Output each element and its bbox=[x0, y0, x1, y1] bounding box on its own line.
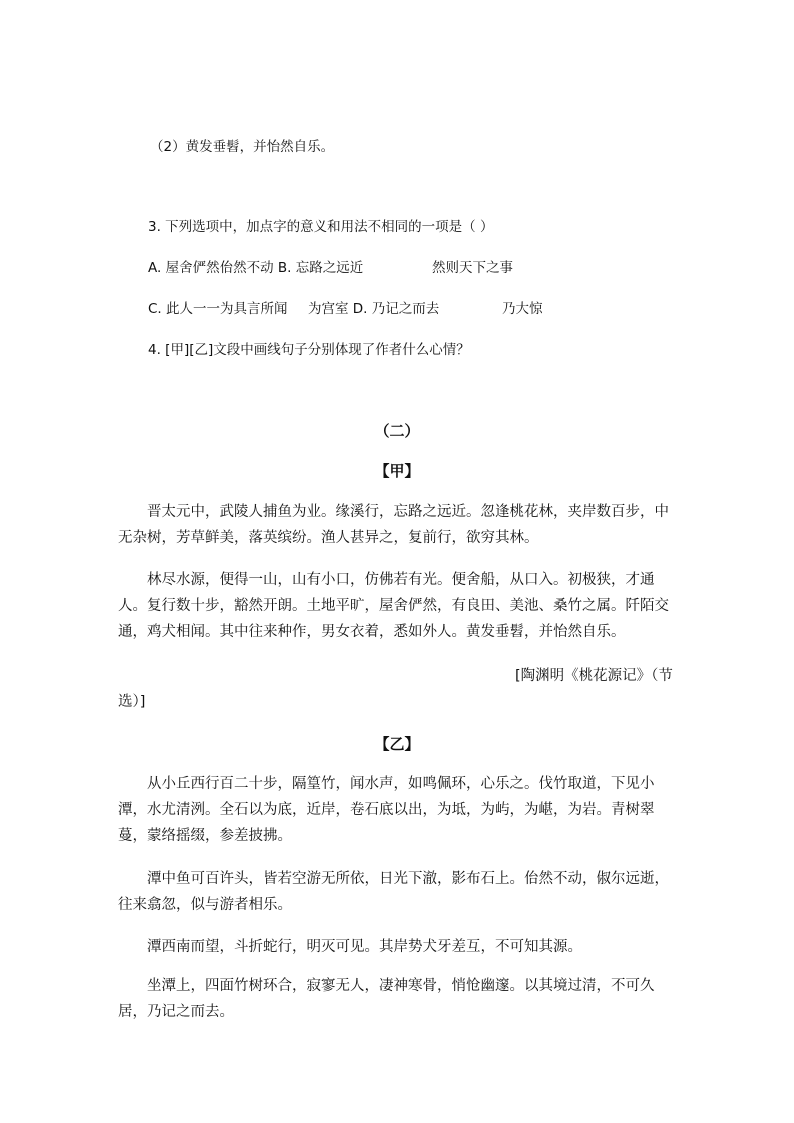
yi-paragraph-1: 从小丘西行百二十步，隔篁竹，闻水声，如鸣佩环，心乐之。伐竹取道，下见小潭，水尤清洌。全石以为底，近岸，卷石底以出，为坻，为屿，为嵁，为岩。青树翠蔓，蒙络摇缀，参差披拂。 bbox=[118, 776, 655, 844]
jia-source-line-1: [陶渊明《桃花源记》（节 bbox=[515, 668, 673, 684]
q3-option-d-pair: 乃大惊 bbox=[502, 301, 543, 317]
jia-paragraph-1: 晋太元中，武陵人捕鱼为业。缘溪行，忘路之远近。忽逢桃花林，夹岸数百步，中无杂树，芳草鲜美，落英缤纷。渔人甚异之，复前行，欲穷其林。 bbox=[118, 504, 669, 546]
yi-paragraph-4: 坐潭上，四面竹树环合，寂寥无人，凄神寒骨，悄怆幽邃。以其境过清，不可久居，乃记之而去。 bbox=[118, 978, 655, 1020]
q3-option-c: C. 此人一一为具言所闻 bbox=[148, 301, 288, 317]
section-title: （二） bbox=[374, 422, 420, 440]
q3-stem: 3. 下列选项中，加点字的意义和用法不相同的一项是（ ） bbox=[148, 219, 494, 235]
jia-title: 【甲】 bbox=[374, 462, 420, 480]
yi-paragraph-2: 潭中鱼可百许头，皆若空游无所依，日光下澈，影布石上。佁然不动，俶尔远逝，往来翕忽，似与游者相乐。 bbox=[118, 871, 669, 913]
yi-paragraph-3: 潭西南而望，斗折蛇行，明灭可见。其岸势犬牙差互，不可知其源。 bbox=[147, 939, 582, 955]
jia-paragraph-2: 林尽水源，便得一山，山有小口，仿佛若有光。便舍船，从口入。初极狭，才通人。复行数十步，豁然开朗。土地平旷，屋舍俨然，有良田、美池、桑竹之属。阡陌交通，鸡犬相闻。其中往来种作，男女衣着，悉如外人。黄发垂髫，并怡然自乐。 bbox=[118, 572, 669, 640]
q2-item: （2）黄发垂髫，并怡然自乐。 bbox=[150, 139, 335, 155]
jia-source-line-2: 选）] bbox=[118, 694, 146, 710]
q4-stem: 4. [甲][乙]文段中画线句子分别体现了作者什么心情？ bbox=[148, 342, 470, 358]
yi-title: 【乙】 bbox=[374, 735, 420, 753]
q3-option-c-d: 为宫室 D. 乃记之而去 bbox=[308, 301, 440, 317]
q3-option-a-b: A. 屋舍俨然佁然不动 B. 忘路之远近 bbox=[148, 260, 364, 276]
q3-option-b-pair: 然则天下之事 bbox=[432, 260, 513, 276]
